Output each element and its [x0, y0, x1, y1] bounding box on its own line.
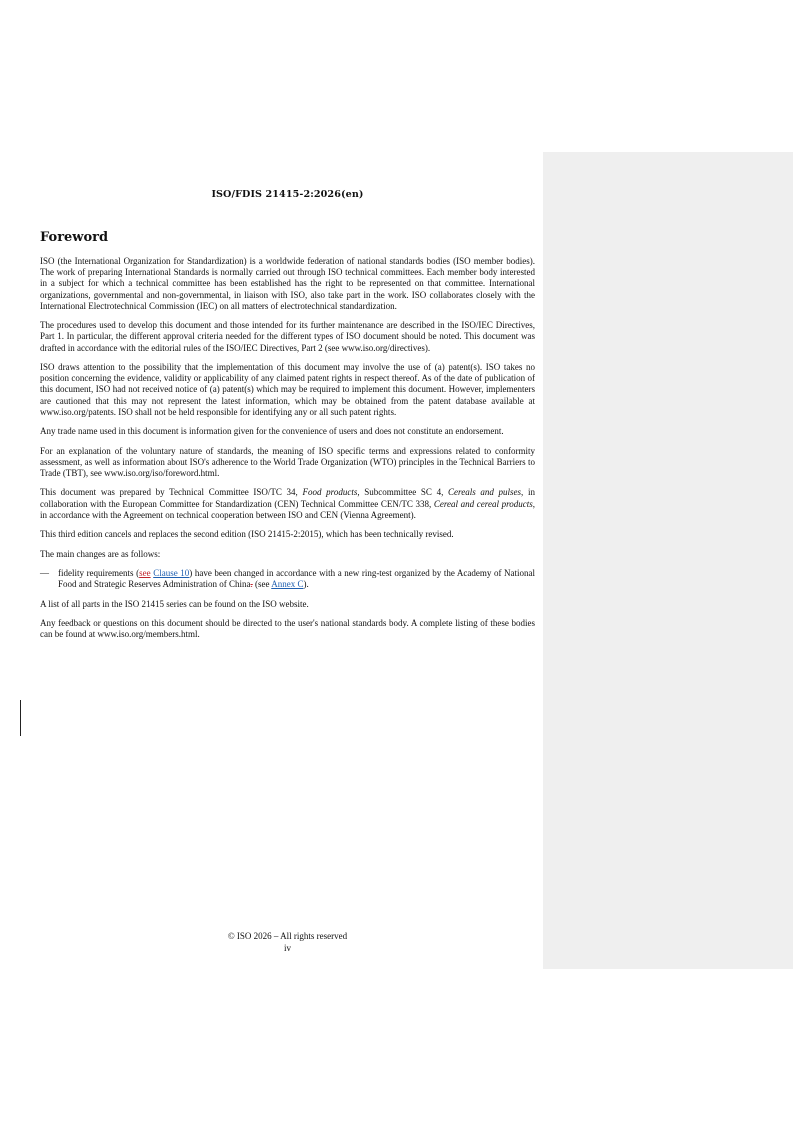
p6-text-3: , in collaboration with the European Committee for Standardization (CEN) Technical Committee CEN/TC 338,	[40, 487, 535, 509]
paragraph-5: For an explanation of the voluntary nature of standards, the meaning of ISO specific terms and expressions related to conformity assessment, as well as information about ISO's adherence to the World Trade Organization (WTO) principles in the Technical Barriers to Trade (TBT), see www.iso.org/iso/foreword.html.	[40, 445, 535, 478]
annex-c-link[interactable]: Annex C	[271, 579, 304, 590]
p6-italic-cereals-pulses: Cereals and pulses	[448, 487, 522, 498]
paragraph-4: Any trade name used in this document is information given for the convenience of users and does not constitute an endorsement.	[40, 426, 504, 437]
list-text-2: ) have been changed in accordance with a new ring-test organized by the Academy of National Food and Strategic Reserves Administration of China	[58, 567, 536, 590]
paragraph-6	[40, 487, 535, 521]
page-number: iv	[283, 942, 291, 953]
foreword-body	[40, 256, 535, 649]
paragraph-8: The main changes are as follows:	[40, 548, 161, 559]
paragraph-3: ISO draws attention to the possibility that the implementation of this document may involve the use of (a) patent(s). ISO takes no position concerning the evidence, validity or applicability of any claimed patent rights in respect thereof. As of the date of publication of this document, ISO had not received notice of (a) patent(s) which may be required to implement this document. However, implementers are cautioned that this may not represent the latest information, which may be obtained from the patent database available at www.iso.org/patents. ISO shall not be held responsible for identifying any or all such patent rights.	[40, 362, 535, 417]
comment-pane[interactable]	[543, 152, 793, 969]
document-header: ISO/FDIS 21415-2:2026(en)	[211, 189, 364, 200]
paragraph-1: ISO (the International Organization for Standardization) is a worldwide federation of national standards bodies (ISO member bodies). The work of preparing International Standards is normally carried out through ISO technical committees. Each member body interested in a subject for which a technical committee has been established has the right to be represented on that committee. International organizations, governmental and non-governmental, in liaison with ISO, also take part in the work. ISO collaborates closely with the International Electrotechnical Commission (IEC) on all matters of electrotechnical standardization.	[40, 256, 535, 311]
paragraph-7: This third edition cancels and replaces the second edition (ISO 21415-2:2015), which has been technically revised.	[40, 529, 454, 540]
p6-text-4: , in accordance with the Agreement on technical cooperation between ISO and CEN (Vienna Agreement).	[40, 498, 535, 520]
change-bar	[20, 700, 21, 736]
copyright-text: © ISO 2026 – All rights reserved	[227, 931, 348, 941]
paragraph-10: Any feedback or questions on this document should be directed to the user's national standards body. A complete listing of these bodies can be found at www.iso.org/members.html.	[40, 617, 535, 640]
list-item-changes	[40, 568, 535, 590]
deleted-period: .	[250, 579, 253, 590]
inserted-see: see	[139, 567, 151, 578]
p6-italic-food-products: Food products	[302, 487, 358, 498]
foreword-heading: Foreword	[40, 230, 109, 245]
paragraph-2: The procedures used to develop this document and those intended for its further maintenance are described in the ISO/IEC Directives, Part 1. In particular, the different approval criteria needed for the different types of ISO document should be noted. This document was drafted in accordance with the editorial rules of the ISO/IEC Directives, Part 2 (see www.iso.org/directives).	[40, 320, 535, 353]
p6-italic-cereal-products: Cereal and cereal products	[433, 498, 533, 509]
list-text-1: fidelity requirements (	[58, 567, 140, 578]
list-text-4: ).	[303, 579, 309, 590]
clause-10-link[interactable]: Clause 10	[153, 567, 190, 578]
p6-text-1: This document was prepared by Technical Committee ISO/TC 34,	[40, 487, 303, 498]
p6-text-2: , Subcommittee SC 4,	[357, 487, 449, 498]
page-footer	[40, 931, 535, 954]
list-text-3: (see	[252, 579, 272, 590]
list-dash: —	[40, 567, 49, 578]
paragraph-9: A list of all parts in the ISO 21415 series can be found on the ISO website.	[40, 598, 309, 609]
